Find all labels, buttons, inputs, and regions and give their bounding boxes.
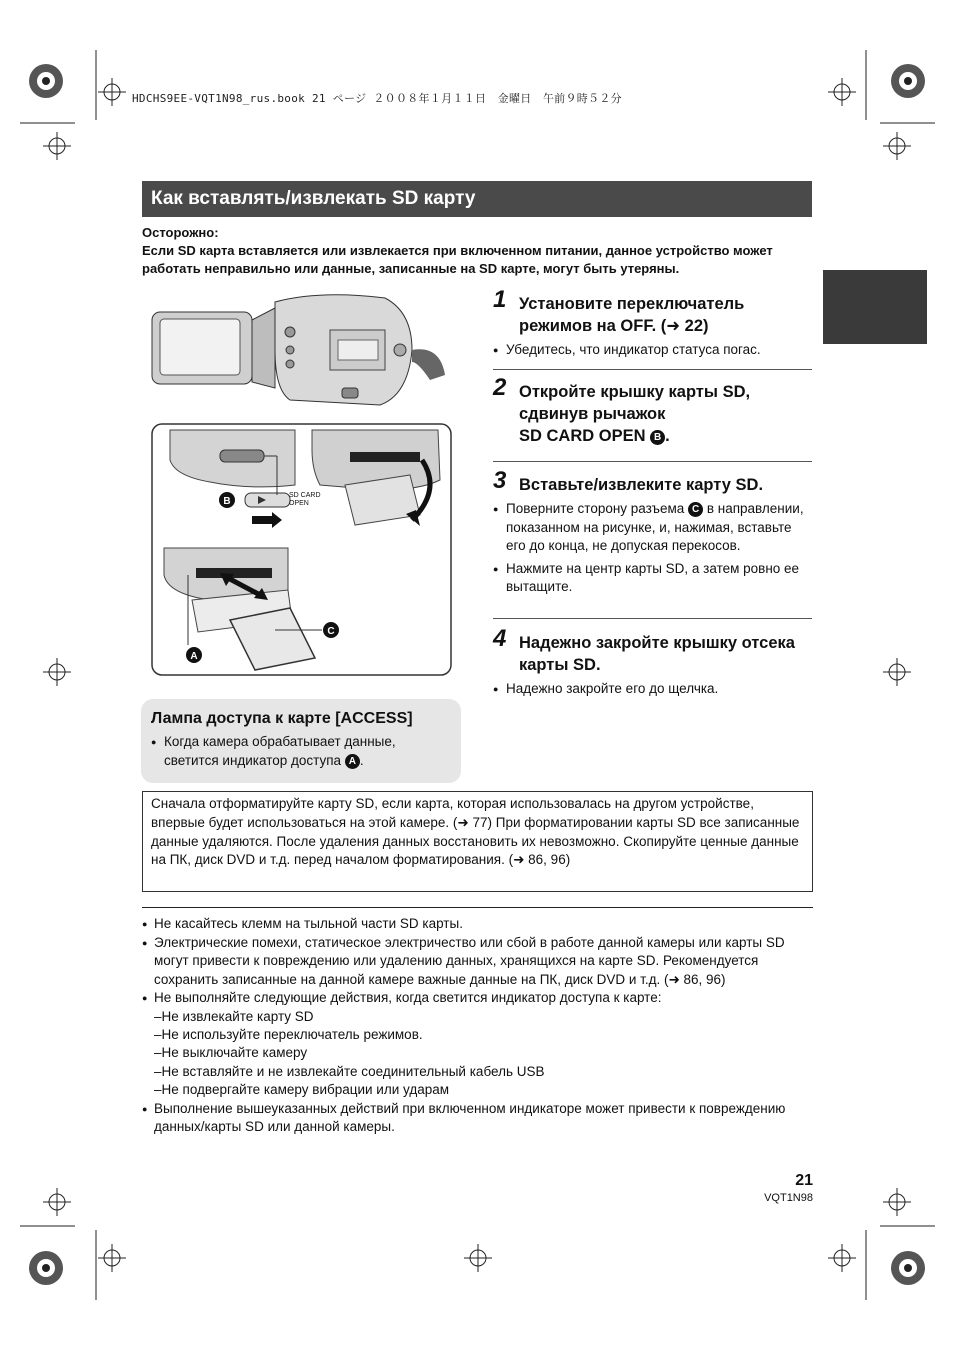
step-3-bullet-1-a: Поверните сторону разъема [506, 501, 685, 516]
note-2: ● Электрические помехи, статическое электричество или сбой в работе данной камеры или карты SD могут привести к повреждению или удалению данных, хранящихся на карте SD. Рекомендуется сохранить записанные на данной камере важные данные на ПК, диск DVD и т.д. (➜ 86, 96) [142, 934, 817, 990]
note-dash-text: Не вставляйте и не извлекайте соединительный кабель USB [161, 1063, 545, 1079]
step-2-title [493, 374, 813, 447]
note-dash-item: –Не выключайте камеру [154, 1045, 308, 1061]
access-lamp-text-a: Когда камера обрабатывает данные, светится индикатор доступа [164, 734, 396, 768]
page-number: 21 [795, 1172, 813, 1189]
step-3 [493, 467, 813, 597]
section-title: Как вставлять/извлекать SD карту [142, 181, 812, 217]
label-c-inline: C [688, 502, 703, 517]
open-text: OPEN [289, 500, 309, 507]
sd-card-open-text: SD CARD [289, 492, 321, 499]
label-c-marker [323, 622, 339, 638]
page-code: VQT1N98 [764, 1192, 813, 1204]
label-a-text: A [190, 651, 198, 662]
step-2-title-text: Откройте крышку карты SD, сдвинув рычажок [519, 383, 751, 423]
divider [493, 618, 812, 619]
step-2 [493, 374, 813, 447]
step-3-title [493, 467, 813, 496]
step-2-number: 2 [493, 374, 507, 401]
step-3-bullet-1-b: в направлении, показанном на рисунке, и, нажимая, вставьте его до конца, не допуская перекосов. [506, 501, 804, 553]
camera-illustration [150, 290, 460, 680]
note-dash-item: –Не используйте переключатель режимов. [154, 1026, 423, 1042]
notes-list [142, 915, 817, 1137]
label-b-marker [219, 492, 235, 508]
note-dash-item: –Не извлекайте карту SD [154, 1008, 314, 1024]
step-3-number: 3 [493, 467, 507, 494]
label-b-text: B [223, 496, 231, 507]
note-dash-item: –Не вставляйте и не извлекайте соединительный кабель USB [154, 1063, 545, 1079]
camera-body [152, 295, 445, 405]
divider [493, 461, 812, 462]
side-tab [823, 270, 927, 344]
note-dash-text: Не извлекайте карту SD [161, 1008, 314, 1024]
caution-text: Если SD карта вставляется или извлекается при включенном питании, данное устройство может работать неправильно или данные, записанные на SD карте, могут быть утеряны. [142, 243, 773, 276]
note-1: ● Не касайтесь клемм на тыльной части SD карты. [142, 915, 817, 934]
step-1-bullet: ● Убедитесь, что индикатор статуса погас. [493, 341, 813, 360]
step-3-bullet-1 [493, 500, 813, 556]
access-lamp-text [151, 733, 451, 770]
note-3: ● Не выполняйте следующие действия, когда светится индикатор доступа к карте: [142, 989, 817, 1008]
step-1-title-text: Установите переключатель режимов на OFF. (➜ 22) [519, 295, 745, 335]
label-a-marker [186, 647, 202, 663]
step-4 [493, 625, 813, 699]
access-lamp-text-b: . [359, 752, 364, 768]
note-4: ● Выполнение вышеуказанных действий при включенном индикаторе может привести к повреждению данных/карты SD или данной камеры. [142, 1100, 817, 1137]
step-2-lever-name: SD CARD OPEN [519, 427, 646, 445]
step-4-bullet: ● Надежно закройте его до щелчка. [493, 680, 813, 699]
step-4-title-text: Надежно закройте крышку отсека карты SD. [519, 634, 795, 674]
step-3-bullet-2: ● Нажмите на центр карты SD, а затем ровно ее вытащите. [493, 560, 813, 597]
notes-divider [142, 907, 813, 908]
format-note-box: Сначала отформатируйте карту SD, если карта, которая использовалась на другом устройстве, впервые будет использоваться на этой камере. (➜ 77) При форматировании карты SD все записанные данные удаляются. После удаления данных восстановить их невозможно. Скопируйте ценные данные на ПК, диск DVD и т.д. перед началом форматирования. (➜ 86, 96) [142, 791, 813, 892]
note-dash-text: Не подвергайте камеру вибрации или ударам [161, 1082, 450, 1098]
note-dash-text: Не используйте переключатель режимов. [161, 1026, 423, 1042]
label-a-inline: A [345, 754, 360, 769]
step-4-title [493, 625, 813, 676]
caution-block [142, 224, 812, 278]
step-4-number: 4 [493, 625, 507, 652]
label-c-text: C [327, 626, 335, 637]
divider [493, 369, 812, 370]
caution-label: Осторожно: [142, 225, 219, 240]
print-header: HDCHS9EE-VQT1N98_rus.book 21 ページ ２００８年１月１１日 金曜日 午前９時５２分 [132, 92, 622, 105]
note-dash-item: –Не подвергайте камеру вибрации или ударам [154, 1082, 450, 1098]
access-lamp-box [141, 699, 461, 783]
step-1 [493, 286, 813, 360]
access-lamp-title: Лампа доступа к карте [ACCESS] [151, 710, 413, 727]
step-1-title [493, 286, 813, 337]
step-3-title-text: Вставьте/извлеките карту SD. [519, 476, 764, 494]
label-b-inline: B [650, 430, 665, 445]
note-dash-text: Не выключайте камеру [161, 1045, 308, 1061]
step-1-number: 1 [493, 286, 507, 313]
step-2-title-end: . [665, 427, 670, 445]
